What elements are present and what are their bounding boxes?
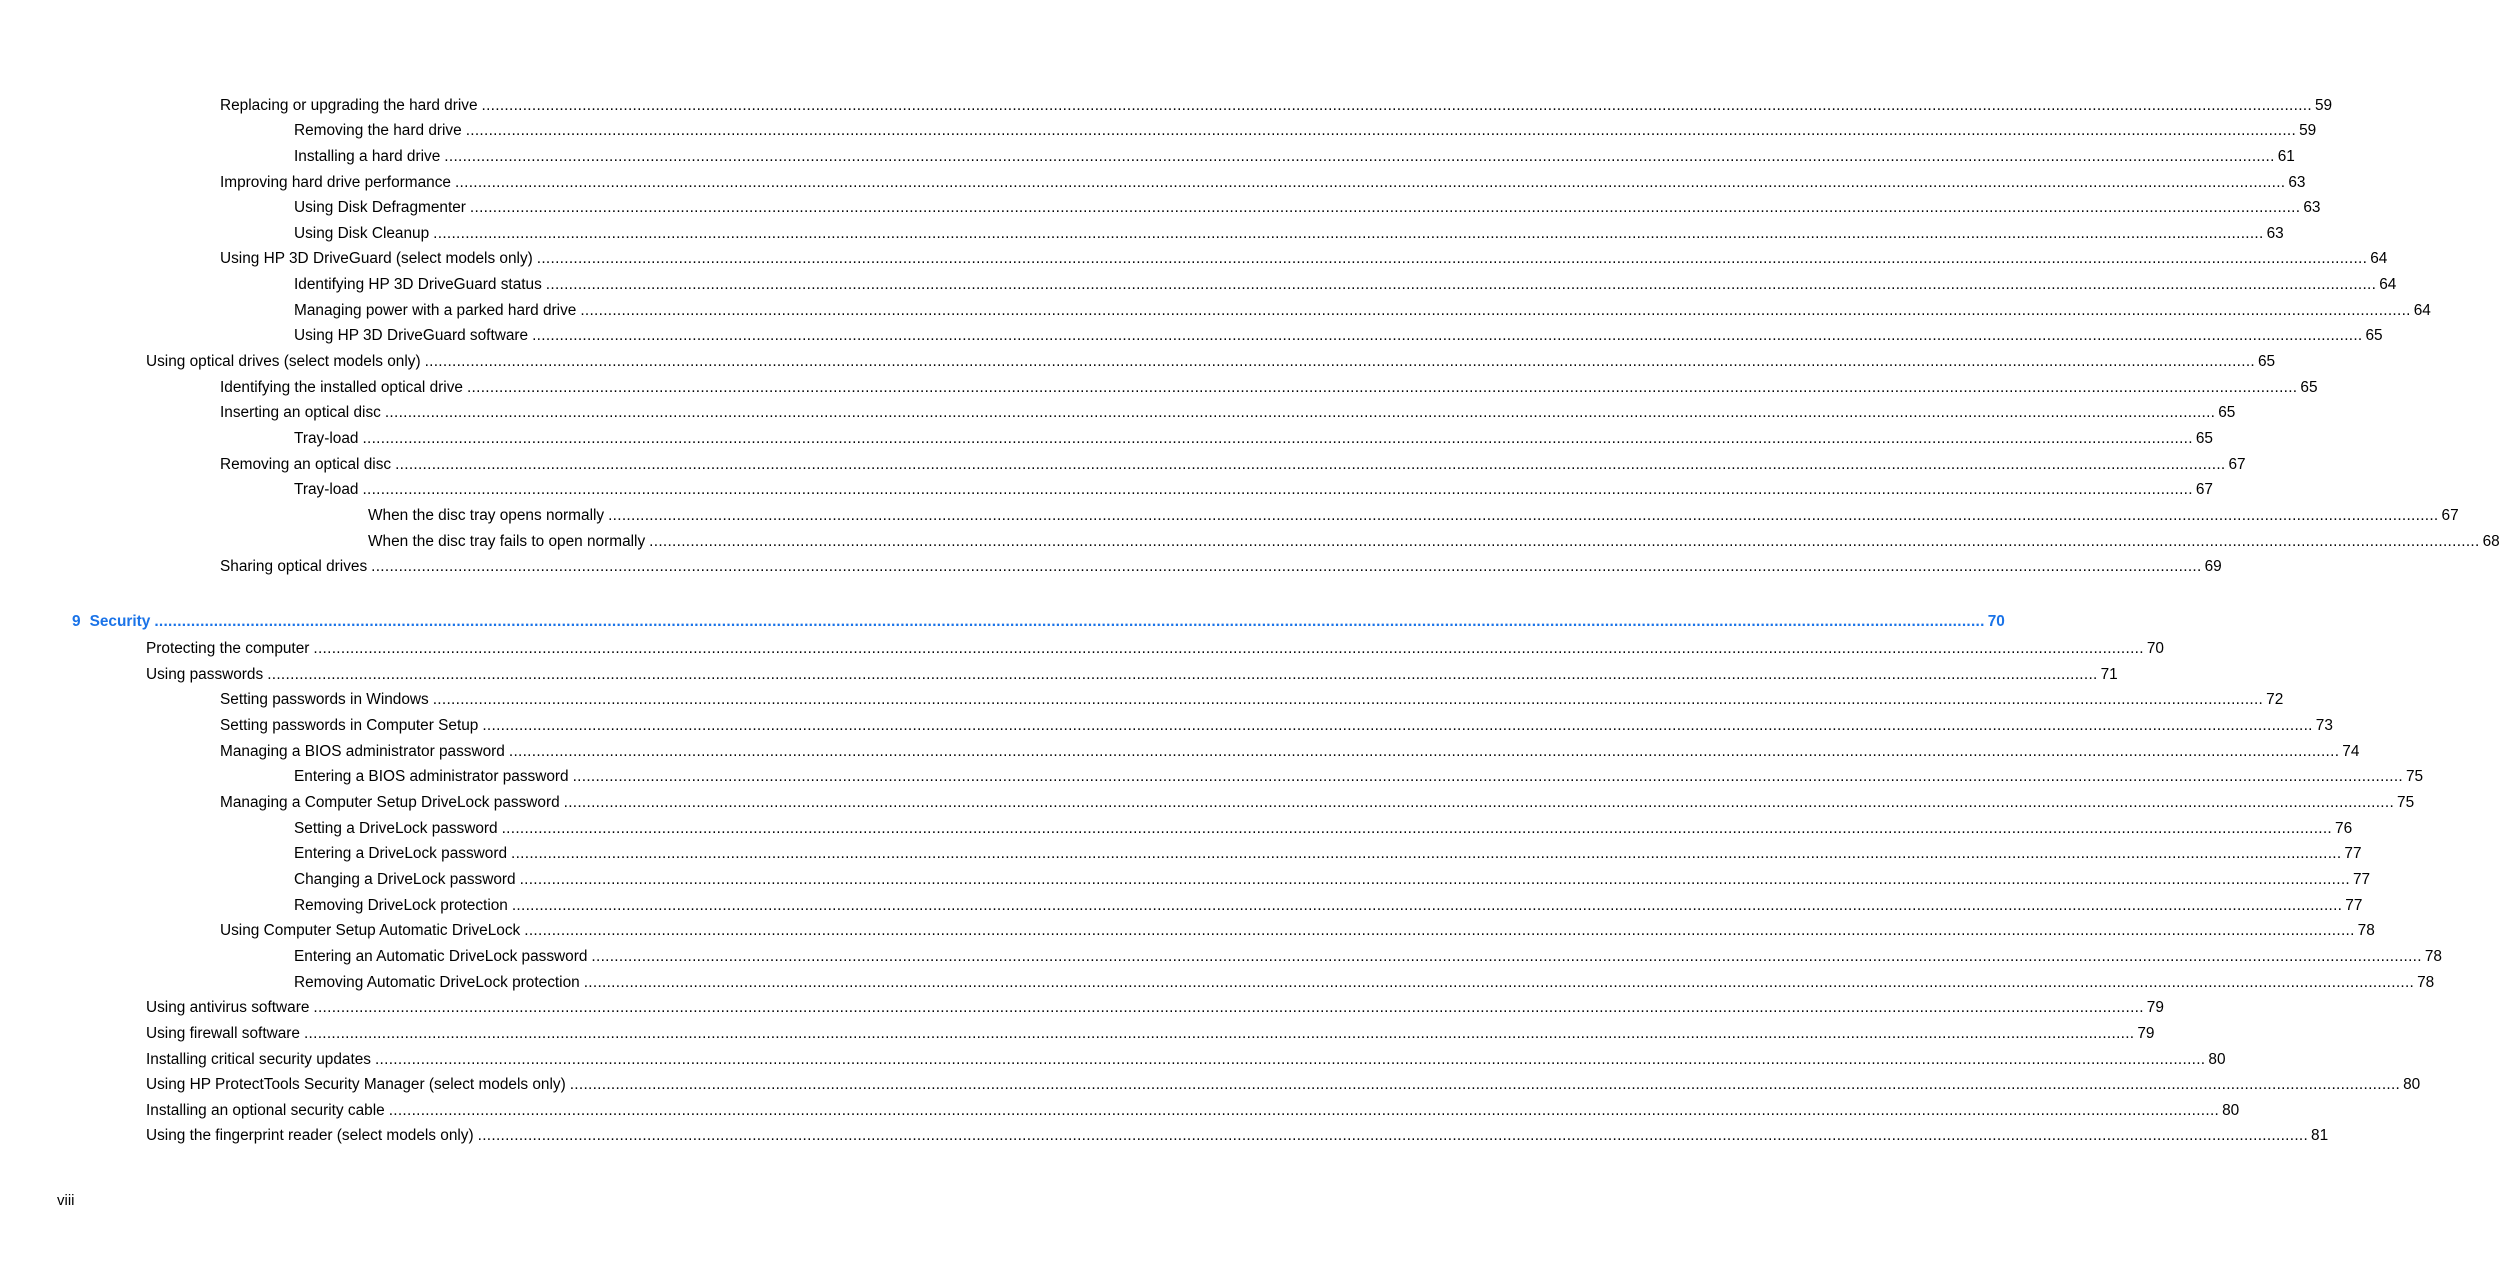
toc-entry-title <box>220 172 455 194</box>
toc-entry-title <box>294 972 584 994</box>
toc-entry-title <box>220 741 509 763</box>
toc-entry-title <box>294 274 546 296</box>
toc-page-number: 64 <box>2379 276 2397 293</box>
dot-leader: ................................................................................................................................................................................................................................................................................................................................................................................................................ <box>583 974 2415 991</box>
toc-page-number: 64 <box>2413 302 2431 319</box>
toc-entry-title <box>294 223 433 245</box>
toc-entry-title <box>146 1125 478 1147</box>
toc-page-number: 78 <box>2417 974 2435 991</box>
toc-entry-title <box>146 1049 375 1071</box>
dot-leader: ................................................................................................................................................................................................................................................................................................................................................................................................................ <box>454 174 2286 191</box>
toc-page-number: 67 <box>2228 456 2246 473</box>
toc-page-number: 75 <box>2397 794 2415 811</box>
toc-entry-label: Entering an Automatic DriveLock password <box>294 948 588 965</box>
dot-leader: ................................................................................................................................................................................................................................................................................................................................................................................................................ <box>432 691 2264 708</box>
toc-page-number: 61 <box>2277 148 2295 165</box>
page-number: viii <box>57 1192 75 1209</box>
dot-leader: ................................................................................................................................................................................................................................................................................................................................................................................................................ <box>466 379 2298 396</box>
dot-leader: ................................................................................................................................................................................................................................................................................................................................................................................................................ <box>608 507 2439 524</box>
dot-leader: ................................................................................................................................................................................................................................................................................................................................................................................................................ <box>591 948 2422 965</box>
toc-entry-title <box>220 920 524 942</box>
dot-leader: ................................................................................................................................................................................................................................................................................................................................................................................................................ <box>481 97 2312 114</box>
toc-entry-label: Sharing optical drives <box>220 558 368 575</box>
toc-entry-label: Using HP 3D DriveGuard software <box>294 327 529 344</box>
toc-entry-label: Installing an optional security cable <box>146 1102 385 1119</box>
dot-leader: ................................................................................................................................................................................................................................................................................................................................................................................................................ <box>482 717 2313 734</box>
toc-page-number: 64 <box>2370 250 2388 267</box>
toc-entry <box>146 1125 2329 1147</box>
dot-leader: ................................................................................................................................................................................................................................................................................................................................................................................................................ <box>433 225 2264 242</box>
toc-entry <box>146 664 2118 686</box>
toc-entry-title <box>220 454 395 476</box>
toc-entry <box>220 689 2284 711</box>
toc-page-number: 72 <box>2266 691 2284 708</box>
toc-entry-title <box>294 197 470 219</box>
dot-leader: ................................................................................................................................................................................................................................................................................................................................................................................................................ <box>519 871 2350 888</box>
toc-page-number: 78 <box>2357 922 2375 939</box>
toc-page-number: 65 <box>2365 327 2383 344</box>
toc-entry-label: Setting passwords in Computer Setup <box>220 717 479 734</box>
toc-entry-title <box>294 818 502 840</box>
toc-page-number: 70 <box>1987 613 2005 630</box>
toc-page-number: 70 <box>2146 640 2164 657</box>
dot-leader: ................................................................................................................................................................................................................................................................................................................................................................................................................ <box>511 897 2343 914</box>
toc-entry <box>294 479 2213 501</box>
toc-page-number: 80 <box>2403 1076 2421 1093</box>
toc-entry-label: Removing the hard drive <box>294 122 462 139</box>
toc-entry-label: Improving hard drive performance <box>220 174 451 191</box>
toc-page-number: 63 <box>2266 225 2284 242</box>
toc-entry-label: Installing critical security updates <box>146 1051 371 1068</box>
toc-page-number: 77 <box>2344 845 2362 862</box>
toc-entry-title <box>220 792 564 814</box>
dot-leader: ................................................................................................................................................................................................................................................................................................................................................................................................................ <box>303 1025 2135 1042</box>
toc-entry-title <box>220 402 385 424</box>
toc-entry-label: Using HP 3D DriveGuard (select models only) <box>220 250 533 267</box>
toc-page-number: 78 <box>2424 948 2442 965</box>
toc-page-number: 80 <box>2208 1051 2226 1068</box>
toc-entry-label: Entering a DriveLock password <box>294 845 508 862</box>
toc-entry-label: Managing a Computer Setup DriveLock password <box>220 794 560 811</box>
toc-page-number: 65 <box>2218 404 2236 421</box>
dot-leader: ................................................................................................................................................................................................................................................................................................................................................................................................................ <box>536 250 2368 267</box>
toc-page-number: 77 <box>2352 871 2371 888</box>
toc-entry-label: Using Disk Defragmenter <box>294 199 466 216</box>
toc-entry-label: Using optical drives (select models only) <box>146 353 421 370</box>
toc-entry-title <box>294 428 362 450</box>
dot-leader: ................................................................................................................................................................................................................................................................................................................................................................................................................ <box>388 1102 2220 1119</box>
toc-entry <box>220 172 2306 194</box>
toc-entry-label: Identifying the installed optical drive <box>220 379 463 396</box>
toc-entry-title <box>146 1074 570 1096</box>
toc-entry-label: Removing Automatic DriveLock protection <box>294 974 580 991</box>
toc-entry-title <box>146 638 313 660</box>
toc-entry-title <box>146 1100 389 1122</box>
toc-entry-title <box>294 946 591 968</box>
toc-entry-title <box>220 377 467 399</box>
toc-entry-title <box>146 351 425 373</box>
toc-entry-label: Replacing or upgrading the hard drive <box>220 97 478 114</box>
toc-page-number: 59 <box>2299 122 2317 139</box>
toc-page-number: 65 <box>2257 353 2276 370</box>
toc-entry-label: Entering a BIOS administrator password <box>294 768 569 785</box>
toc-entry-title <box>220 556 371 578</box>
toc-entry <box>294 274 2397 296</box>
toc-entry <box>294 843 2362 865</box>
toc-entry-label: Using firewall software <box>146 1025 300 1042</box>
toc-entry-title <box>146 664 267 686</box>
dot-leader: ................................................................................................................................................................................................................................................................................................................................................................................................................ <box>384 404 2216 421</box>
toc-chapter-entry[interactable] <box>72 611 2005 633</box>
toc-entry-label: Identifying HP 3D DriveGuard status <box>294 276 542 293</box>
toc-page-number: 74 <box>2342 743 2360 760</box>
toc-page-number: 63 <box>2303 199 2321 216</box>
toc-entry-title <box>220 248 537 270</box>
dot-leader: ................................................................................................................................................................................................................................................................................................................................................................................................................ <box>511 845 2342 862</box>
toc-entry <box>220 454 2246 476</box>
toc-entry <box>220 715 2333 737</box>
toc-entry <box>368 505 2459 527</box>
toc-entry-label: Security <box>89 613 151 630</box>
toc-entry <box>294 197 2321 219</box>
toc-entry-title <box>72 611 154 633</box>
dot-leader: ................................................................................................................................................................................................................................................................................................................................................................................................................ <box>569 1076 2401 1093</box>
toc-entry-title <box>220 95 482 117</box>
toc-entry <box>146 1074 2421 1096</box>
toc-page-number: 81 <box>2311 1127 2329 1144</box>
toc-entry-label: Removing DriveLock protection <box>294 897 508 914</box>
toc-entry <box>294 895 2363 917</box>
toc-entry <box>294 818 2353 840</box>
toc-entry-label: Setting passwords in Windows <box>220 691 429 708</box>
toc-entry-label: Using passwords <box>146 666 264 683</box>
toc-entry <box>368 531 2500 553</box>
toc-entry-title <box>294 325 532 347</box>
dot-leader: ................................................................................................................................................................................................................................................................................................................................................................................................................ <box>362 481 2193 498</box>
toc-entry-label: When the disc tray opens normally <box>368 507 605 524</box>
dot-leader: ................................................................................................................................................................................................................................................................................................................................................................................................................ <box>469 199 2301 216</box>
toc-entry <box>146 1023 2155 1045</box>
dot-leader: ................................................................................................................................................................................................................................................................................................................................................................................................................ <box>580 302 2411 319</box>
toc-entry <box>220 741 2360 763</box>
dot-leader: ................................................................................................................................................................................................................................................................................................................................................................................................................ <box>313 999 2144 1016</box>
chapter-number: 9 <box>72 613 81 630</box>
toc-entry-label: Using Computer Setup Automatic DriveLock <box>220 922 521 939</box>
toc-entry-title <box>220 715 482 737</box>
toc-entry-label: Removing an optical disc <box>220 456 392 473</box>
toc-entry-title <box>294 479 362 501</box>
toc-page-number: 73 <box>2315 717 2333 734</box>
dot-leader: ................................................................................................................................................................................................................................................................................................................................................................................................................ <box>572 768 2403 785</box>
toc-entry-label: Using antivirus software <box>146 999 310 1016</box>
toc-page-number: 76 <box>2335 820 2353 837</box>
toc-entry <box>146 1100 2240 1122</box>
toc-entry <box>294 428 2213 450</box>
toc-entry <box>220 95 2333 117</box>
dot-leader: ................................................................................................................................................................................................................................................................................................................................................................................................................ <box>395 456 2226 473</box>
toc-entry <box>294 972 2435 994</box>
toc-entry-title <box>294 300 580 322</box>
toc-page-number: 63 <box>2288 174 2306 191</box>
toc-entry <box>146 997 2164 1019</box>
toc-entry <box>294 766 2424 788</box>
toc-entry-label: Setting a DriveLock password <box>294 820 498 837</box>
toc-entry-label: Using Disk Cleanup <box>294 225 430 242</box>
toc-page-number: 59 <box>2314 97 2333 114</box>
toc-entry <box>220 920 2375 942</box>
dot-leader: ................................................................................................................................................................................................................................................................................................................................................................................................................ <box>362 430 2193 447</box>
toc-entry-label: Installing a hard drive <box>294 148 441 165</box>
toc-entry <box>146 638 2164 660</box>
toc-entry <box>294 869 2371 891</box>
dot-leader: ................................................................................................................................................................................................................................................................................................................................................................................................................ <box>532 327 2363 344</box>
dot-leader: ................................................................................................................................................................................................................................................................................................................................................................................................................ <box>649 533 2480 550</box>
toc-entry-title <box>368 531 649 553</box>
toc-entry <box>220 792 2415 814</box>
dot-leader: ................................................................................................................................................................................................................................................................................................................................................................................................................ <box>524 922 2355 939</box>
dot-leader: ................................................................................................................................................................................................................................................................................................................................................................................................................ <box>465 122 2297 139</box>
toc-entry <box>220 377 2318 399</box>
toc-page-number: 79 <box>2137 1025 2155 1042</box>
toc-entry-label: Inserting an optical disc <box>220 404 381 421</box>
toc-entry <box>294 223 2284 245</box>
toc-entry-label: Managing power with a parked hard drive <box>294 302 577 319</box>
dot-leader: ................................................................................................................................................................................................................................................................................................................................................................................................................ <box>545 276 2377 293</box>
toc-entry <box>220 402 2236 424</box>
toc-entry-label: Using the fingerprint reader (select models only) <box>146 1127 474 1144</box>
toc-page-number: 69 <box>2204 558 2222 575</box>
toc-entry-title <box>146 1023 304 1045</box>
toc-entry-title <box>368 505 608 527</box>
toc-page-number: 80 <box>2222 1102 2240 1119</box>
toc-page-number: 67 <box>2195 481 2213 498</box>
toc-page-number: 65 <box>2195 430 2213 447</box>
toc-page-number: 75 <box>2406 768 2424 785</box>
dot-leader: ................................................................................................................................................................................................................................................................................................................................................................................................................ <box>374 1051 2206 1068</box>
toc-entry <box>220 556 2222 578</box>
toc-entry-title <box>294 120 466 142</box>
toc-entry <box>294 120 2317 142</box>
toc-entry <box>220 248 2388 270</box>
toc-entry <box>146 1049 2226 1071</box>
toc-entry-title <box>220 689 433 711</box>
dot-leader: ................................................................................................................................................................................................................................................................................................................................................................................................................ <box>501 820 2333 837</box>
toc-page-number: 71 <box>2100 666 2118 683</box>
toc-entry <box>294 300 2431 322</box>
dot-leader: ................................................................................................................................................................................................................................................................................................................................................................................................................ <box>371 558 2202 575</box>
toc-page-number: 77 <box>2345 897 2363 914</box>
toc-entry-label: Protecting the computer <box>146 640 310 657</box>
toc-page-number: 67 <box>2441 507 2459 524</box>
dot-leader: ................................................................................................................................................................................................................................................................................................................................................................................................................ <box>424 353 2255 370</box>
toc-entry <box>146 351 2276 373</box>
toc-entry-label: Using HP ProtectTools Security Manager (select models only) <box>146 1076 566 1093</box>
dot-leader: ................................................................................................................................................................................................................................................................................................................................................................................................................ <box>154 613 1985 630</box>
dot-leader: ................................................................................................................................................................................................................................................................................................................................................................................................................ <box>267 666 2098 683</box>
dot-leader: ................................................................................................................................................................................................................................................................................................................................................................................................................ <box>563 794 2395 811</box>
dot-leader: ................................................................................................................................................................................................................................................................................................................................................................................................................ <box>508 743 2340 760</box>
toc-entry-title <box>294 895 512 917</box>
toc-entry-title <box>146 997 313 1019</box>
toc-entry-label: Changing a DriveLock password <box>294 871 516 888</box>
toc-entry <box>294 325 2383 347</box>
toc-entry-label: When the disc tray fails to open normally <box>368 533 646 550</box>
toc-entry-title <box>294 146 444 168</box>
dot-leader: ................................................................................................................................................................................................................................................................................................................................................................................................................ <box>313 640 2144 657</box>
toc-entry-title <box>294 766 573 788</box>
toc-entry <box>294 946 2442 968</box>
toc-entry-title <box>294 843 511 865</box>
toc-page-number: 65 <box>2300 379 2318 396</box>
toc-page-number: 68 <box>2482 533 2500 550</box>
toc-entry-title <box>294 869 520 891</box>
toc-entry-label: Tray-load <box>294 430 359 447</box>
toc-page-number: 79 <box>2146 999 2164 1016</box>
toc-entry <box>294 146 2295 168</box>
toc-entry-label: Managing a BIOS administrator password <box>220 743 505 760</box>
dot-leader: ................................................................................................................................................................................................................................................................................................................................................................................................................ <box>444 148 2275 165</box>
dot-leader: ................................................................................................................................................................................................................................................................................................................................................................................................................ <box>477 1127 2309 1144</box>
toc-entry-label: Tray-load <box>294 481 359 498</box>
